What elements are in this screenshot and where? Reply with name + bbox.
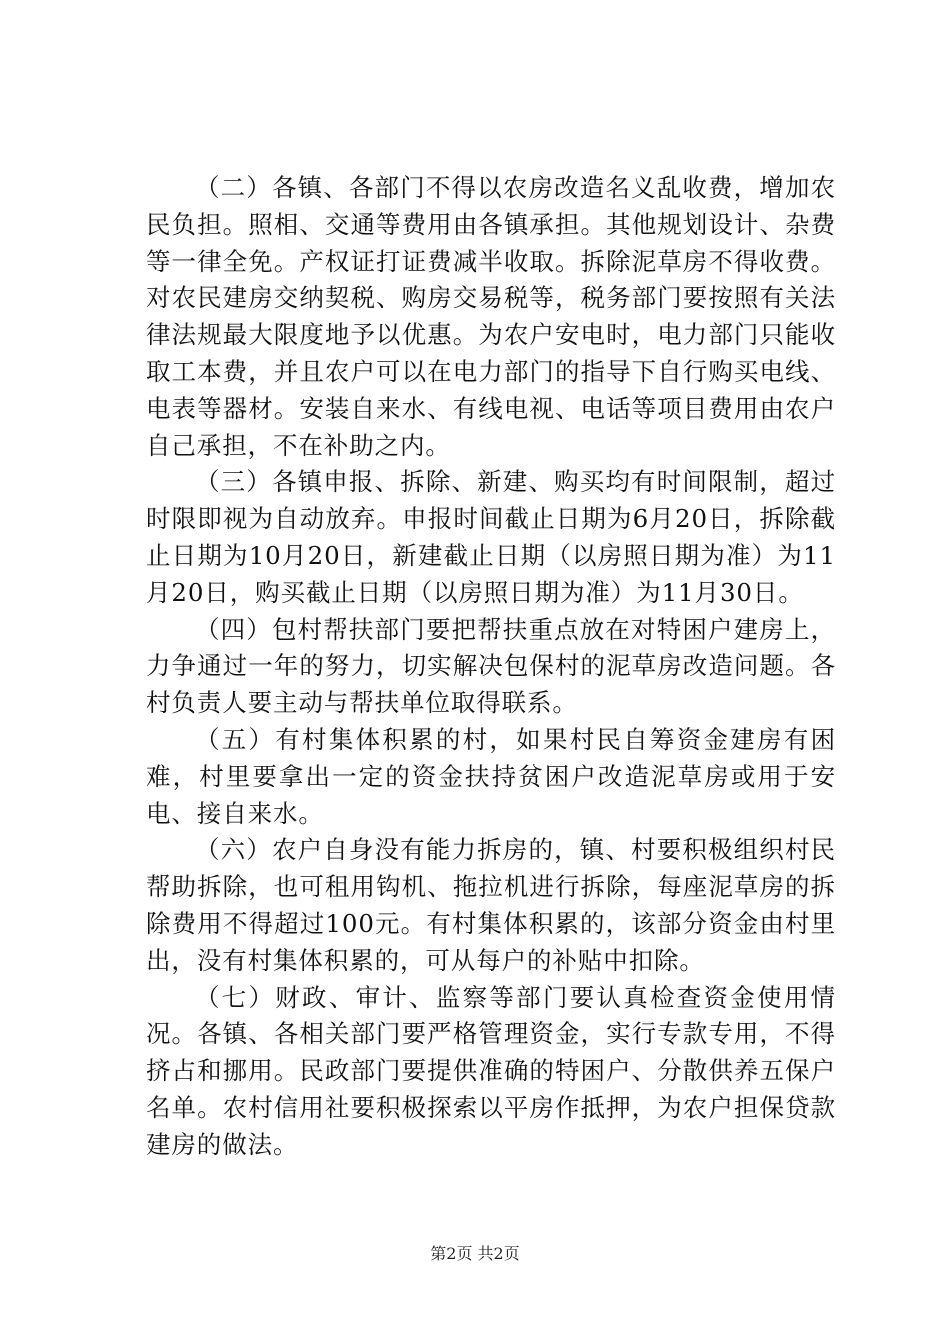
paragraph-4: （四）包村帮扶部门要把帮扶重点放在对特困户建房上，力争通过一年的努力，切实解决包保村的泥草房改造问题。各村负责人要主动与帮扶单位取得联系。: [146, 614, 836, 718]
paragraph-5: （五）有村集体积累的村，如果村民自筹资金建房有困难，村里要拿出一定的资金扶持贫困户改造泥草房或用于安电、接自来水。: [146, 724, 836, 828]
paragraph-3: （三）各镇申报、拆除、新建、购买均有时间限制，超过时限即视为自动放弃。申报时间截止日期为6月20日，拆除截止日期为10月20日，新建截止日期（以房照日期为准）为11月20日，购买截止日期（以房照日期为准）为11月30日。: [146, 467, 836, 607]
page-number-label: 第2页 共2页: [430, 1244, 520, 1263]
paragraph-7: （七）财政、审计、监察等部门要认真检查资金使用情况。各镇、各相关部门要严格管理资金，实行专款专用，不得挤占和挪用。民政部门要提供准确的特困户、分散供养五保户名单。农村信用社要积极探索以平房作抵押，为农户担保贷款建房的做法。: [146, 982, 836, 1159]
document-body: [146, 170, 836, 1164]
paragraph-2: （二）各镇、各部门不得以农房改造名义乱收费，增加农民负担。照相、交通等费用由各镇承担。其他规划设计、杂费等一律全免。产权证打证费减半收取。拆除泥草房不得收费。对农民建房交纳契税、购房交易税等，税务部门要按照有关法律法规最大限度地予以优惠。为农户安电时，电力部门只能收取工本费，并且农户可以在电力部门的指导下自行购买电线、电表等器材。安装自来水、有线电视、电话等项目费用由农户自己承担，不在补助之内。: [146, 173, 836, 460]
paragraph-6: （六）农户自身没有能力拆房的，镇、村要积极组织村民帮助拆除，也可租用钩机、拖拉机进行拆除，每座泥草房的拆除费用不得超过100元。有村集体积累的，该部分资金由村里出，没有村集体积累的，可从每户的补贴中扣除。: [146, 835, 836, 975]
page-footer: [0, 1244, 950, 1264]
